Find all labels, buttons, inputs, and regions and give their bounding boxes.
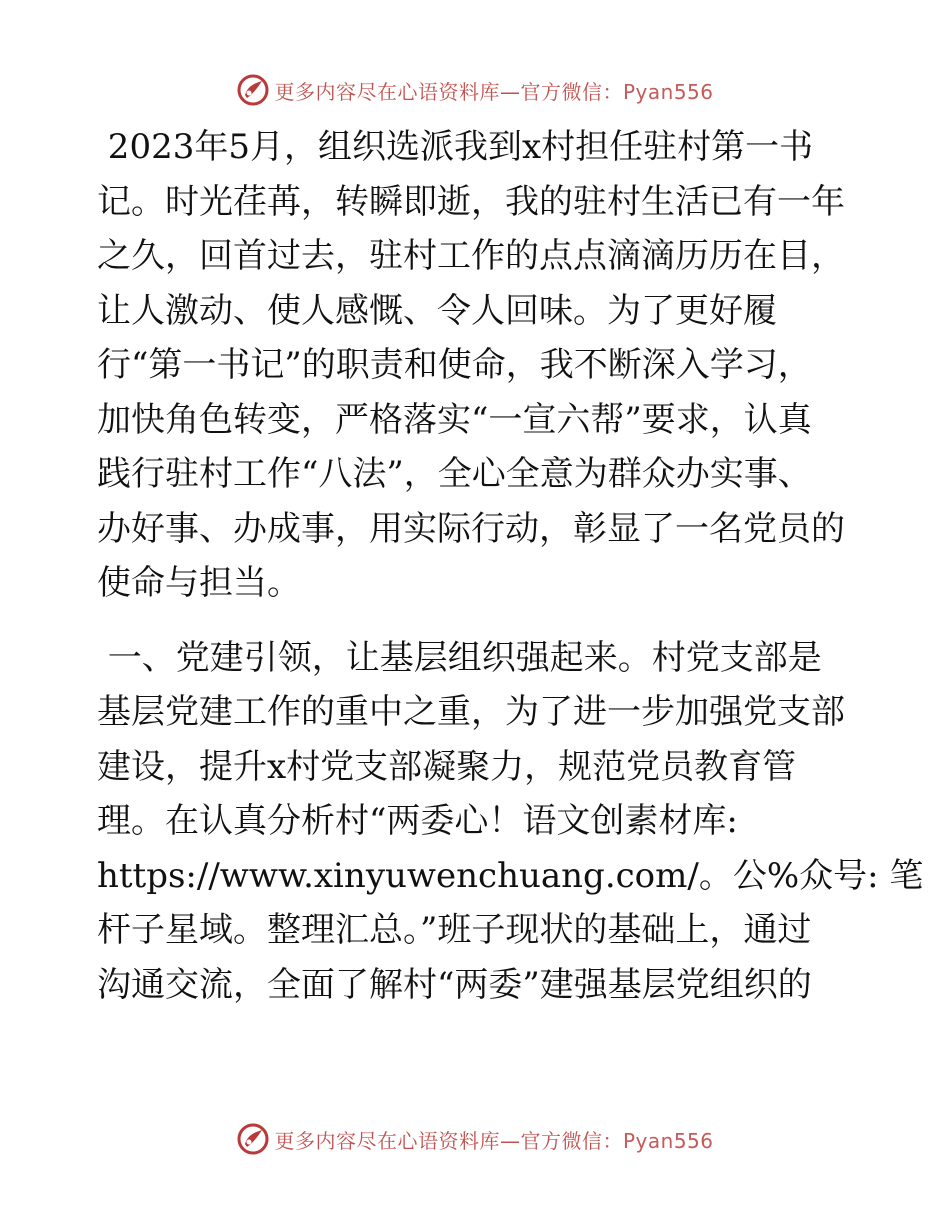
footer-text <box>274 1125 713 1154</box>
header-brand: 更多内容尽在心语资料库 <box>274 79 500 104</box>
text-line: 基层党建工作的重中之重，为了进一步加强党支部 <box>97 692 845 732</box>
text-line: 记。时光荏苒，转瞬即逝，我的驻村生活已有一年 <box>97 181 845 222</box>
text-line: 行“第一书记”的职责和使命，我不断深入学习， <box>97 345 812 385</box>
footer-wechat-id: Pyan556 <box>622 1128 714 1153</box>
header-text <box>274 76 713 105</box>
header-dash: — <box>499 79 521 104</box>
document-body <box>97 120 924 1012</box>
text-line: 杆子星域。整理汇总。”班子现状的基础上，通过 <box>97 910 812 950</box>
text-line: 使命与担当。 <box>97 563 301 603</box>
paragraph-intro <box>97 120 857 611</box>
text-line: 一、党建引领，让基层组织强起来。村党支部是 <box>97 637 822 678</box>
header-wechat-id: Pyan556 <box>622 79 714 104</box>
text-line: 加快角色转变，严格落实“一宣六帮”要求，认真 <box>97 399 812 440</box>
header-watermark <box>0 70 950 110</box>
text-line: 办好事、办成事，用实际行动，彰显了一名党员的 <box>97 508 845 549</box>
text-line: 理。在认真分析村“两委心！语文创素材库: <box>97 801 738 841</box>
footer-dash: — <box>499 1128 521 1153</box>
footer-wechat-label: 官方微信： <box>520 1128 623 1153</box>
footer-watermark <box>0 1119 950 1159</box>
footer-brand: 更多内容尽在心语资料库 <box>274 1128 500 1153</box>
brand-logo-icon <box>236 73 270 107</box>
text-line: 践行驻村工作“八法”，全心全意为群众办实事、 <box>97 454 812 494</box>
paragraph-party-building <box>97 631 924 1013</box>
brand-logo-icon <box>236 1122 270 1156</box>
text-line: https://www.xinyuwenchuang.com/。公%众号: 笔 <box>97 855 924 896</box>
text-line: 沟通交流，全面了解村“两委”建强基层党组织的 <box>97 964 812 1005</box>
text-line: 让人激动、使人感慨、令人回味。为了更好履 <box>97 290 777 331</box>
text-line: 建设，提升x村党支部凝聚力，规范党员教育管 <box>97 746 797 787</box>
header-wechat-label: 官方微信： <box>520 79 623 104</box>
text-line: 2023年5月，组织选派我到x村担任驻村第一书 <box>97 127 814 167</box>
text-line: 之久，回首过去，驻村工作的点点滴滴历历在目， <box>97 236 845 276</box>
